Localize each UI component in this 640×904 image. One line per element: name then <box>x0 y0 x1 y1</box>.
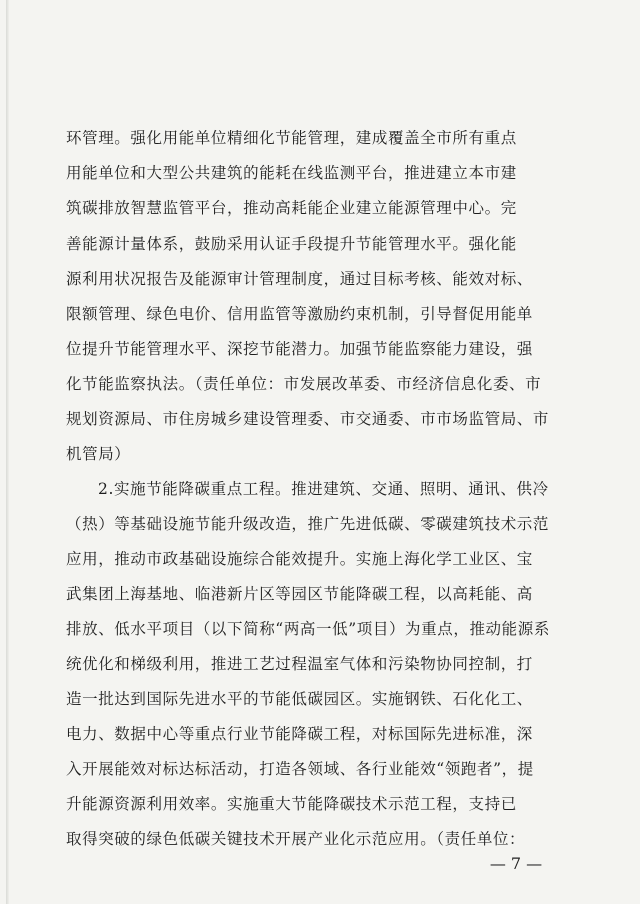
text-line: 取得突破的绿色低碳关键技术开展产业化示范应用。（责任单位： <box>66 830 526 848</box>
text-line: 源利用状况报告及能源审计管理制度，通过目标考核、能效对标、 <box>66 270 533 288</box>
text-line: 位提升节能管理水平、深挖节能潜力。加强节能监察能力建设，强 <box>66 340 533 358</box>
text-line: 限额管理、绿色电价、信用监管等激励约束机制，引导督促用能单 <box>66 305 533 323</box>
text-line: 规划资源局、市住房城乡建设管理委、市交通委、市市场监管局、市 <box>66 410 550 428</box>
text-line: （热）等基础设施节能升级改造，推广先进低碳、零碳建筑技术示范 <box>66 515 550 533</box>
text-line: 机管局） <box>66 445 131 463</box>
page-fold-shadow <box>6 0 9 904</box>
text-line: 统优化和梯级利用，推进工艺过程温室气体和污染物协同控制，打 <box>66 655 533 673</box>
text-line: 环管理。强化用能单位精细化节能管理，建成覆盖全市所有重点 <box>66 129 517 147</box>
text-line: 善能源计量体系，鼓励采用认证手段提升节能管理水平。强化能 <box>66 235 517 253</box>
text-line: 排放、低水平项目（以下简称“两高一低”项目）为重点，推动能源系 <box>66 620 550 638</box>
text-line: 应用，推动市政基础设施综合能效提升。实施上海化学工业区、宝 <box>66 550 533 568</box>
page-number: — 7 — <box>489 854 543 873</box>
text-line: 筑碳排放智慧监管平台，推动高耗能企业建立能源管理中心。完 <box>66 199 517 217</box>
text-line: 入开展能效对标达标活动，打造各领域、各行业能效“领跑者”，提 <box>66 760 534 778</box>
text-line: 电力、数据中心等重点行业节能降碳工程，对标国际先进标准，深 <box>66 725 533 743</box>
text-line: 化节能监察执法。（责任单位：市发展改革委、市经济信息化委、市 <box>66 375 542 393</box>
text-line: 武集团上海基地、临港新片区等园区节能降碳工程，以高耗能、高 <box>66 585 533 603</box>
text-line: 升能源资源利用效率。实施重大节能降碳技术示范工程，支持已 <box>66 795 517 813</box>
text-line: 用能单位和大型公共建筑的能耗在线监测平台，推进建立本市建 <box>66 164 517 182</box>
section-heading-line: 2.实施节能降碳重点工程。推进建筑、交通、照明、通讯、供冷 <box>98 480 549 498</box>
text-line: 造一批达到国际先进水平的节能低碳园区。实施钢铁、石化化工、 <box>66 690 533 708</box>
